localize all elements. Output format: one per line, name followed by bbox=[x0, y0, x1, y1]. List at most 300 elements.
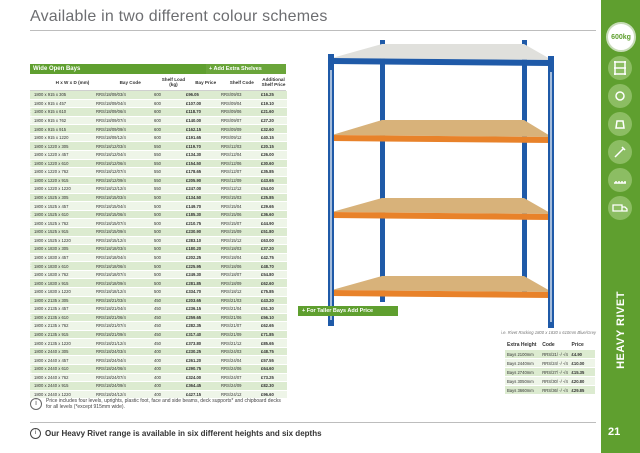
page-number: 21 bbox=[608, 426, 621, 438]
table-cell: £290.75 bbox=[186, 366, 202, 372]
table-row bbox=[30, 288, 287, 297]
table-cell: RRS/18/18/09/4 bbox=[96, 280, 126, 286]
table-cell: RRS/09/06 bbox=[221, 109, 242, 115]
table-cell: 1800 x 915 x 1220 bbox=[34, 135, 69, 141]
table-cell: RRS/18/09 bbox=[221, 280, 242, 286]
table-cell: RRS/18/21/09/4 bbox=[96, 332, 126, 338]
table-row bbox=[505, 377, 595, 386]
table-cell: RRS/21/04 bbox=[221, 306, 242, 312]
table-cell: £62.60 bbox=[261, 280, 274, 286]
table-row bbox=[30, 314, 287, 323]
table-row bbox=[30, 279, 287, 288]
table-cell: 1800 x 1525 x 457 bbox=[34, 203, 69, 209]
table-cell: 550 bbox=[154, 143, 161, 149]
group-label-text: 1800mm bbox=[27, 108, 33, 124]
table-cell: RRS/12/09 bbox=[221, 177, 242, 183]
table-cell: Bays 2100mm bbox=[507, 351, 534, 357]
table-cell: RRS/24/07 bbox=[221, 374, 242, 380]
table-cell: 400 bbox=[154, 374, 161, 380]
column-headers bbox=[30, 74, 286, 91]
table-cell: RRS/18/24/12/4 bbox=[96, 391, 126, 397]
table-row bbox=[30, 262, 287, 271]
table-cell: RRS/15/09 bbox=[221, 229, 242, 235]
table-cell: £236.15 bbox=[186, 306, 202, 312]
table-cell: £4.90 bbox=[571, 351, 583, 357]
table-cell: 1800 x 1220 x 457 bbox=[34, 152, 69, 158]
table-cell: £202.25 bbox=[186, 254, 202, 260]
table-cell: 600 bbox=[154, 92, 161, 98]
shelving-illustration bbox=[312, 40, 562, 330]
table-cell: 500 bbox=[154, 254, 161, 260]
table-cell: 1800 x 915 x 915 bbox=[34, 126, 67, 132]
column-header: Additional Shelf Price bbox=[261, 77, 286, 87]
table-cell: 1800 x 2135 x 610 bbox=[34, 314, 69, 320]
table-row bbox=[30, 117, 287, 126]
table-cell: RRS/18/21/06/4 bbox=[96, 314, 126, 320]
table-row bbox=[30, 211, 287, 220]
table-cell: 500 bbox=[154, 280, 161, 286]
table-cell: £134.50 bbox=[186, 195, 202, 201]
table-cell: Bays 2740mm bbox=[507, 369, 534, 375]
table-cell: £317.40 bbox=[186, 332, 202, 338]
table-row bbox=[30, 91, 287, 100]
table-cell: 1800 x 1830 x 457 bbox=[34, 254, 69, 260]
table-row bbox=[30, 356, 287, 365]
table-cell: £43.20 bbox=[261, 297, 274, 303]
table-cell: £27.20 bbox=[261, 117, 274, 123]
table-cell: 1800 x 1830 x 610 bbox=[34, 263, 69, 269]
table-cell: £48.70 bbox=[261, 263, 274, 269]
table-cell: 1800 x 2135 x 305 bbox=[34, 297, 69, 303]
table-cell: RRS/18/24/04/4 bbox=[96, 357, 126, 363]
price-note-text: Price includes four levels, uprights, plastic foot, face and side beams, deck supports* and chipboard decks for all levels (*except 915mm wide). bbox=[46, 398, 281, 410]
table-cell: 1800 x 915 x 762 bbox=[34, 117, 67, 123]
table-cell: 1800 x 1525 x 762 bbox=[34, 220, 69, 226]
column-header: Shelf Load (kg) bbox=[161, 77, 186, 87]
table-row bbox=[30, 297, 287, 306]
table-cell: RRS/18/09/12/4 bbox=[96, 135, 126, 141]
table-cell: 400 bbox=[154, 357, 161, 363]
table-cell: 400 bbox=[154, 383, 161, 389]
info-icon: i bbox=[30, 428, 41, 439]
table-cell: RRS/27/ -/ -/4 bbox=[542, 369, 568, 375]
table-cell: £191.65 bbox=[186, 135, 202, 141]
table-cell: RRS/18/15/04/4 bbox=[96, 203, 126, 209]
table-cell: RRS/36/ -/ -/4 bbox=[542, 387, 568, 393]
table-row bbox=[30, 245, 287, 254]
table-cell: £427.15 bbox=[186, 391, 202, 397]
table-cell: £249.30 bbox=[186, 272, 202, 278]
table-cell: RRS/24/03 bbox=[221, 349, 242, 355]
table-cell: RRS/18/18/03/4 bbox=[96, 246, 126, 252]
table-cell: 550 bbox=[154, 152, 161, 158]
table-cell: £29.65 bbox=[261, 203, 274, 209]
table-cell: RRS/15/06 bbox=[221, 212, 242, 218]
table-cell: RRS/18/09/04/4 bbox=[96, 100, 126, 106]
table-cell: £205.90 bbox=[186, 177, 202, 183]
table-cell: 1800 x 2440 x 915 bbox=[34, 383, 69, 389]
table-cell: RRS/21/03 bbox=[221, 297, 242, 303]
table-cell: 550 bbox=[154, 186, 161, 192]
weight-icon bbox=[608, 112, 632, 136]
side-title: HEAVY RIVET bbox=[614, 291, 627, 369]
table-cell: 1800 x 2440 x 762 bbox=[34, 374, 69, 380]
info-icon: i bbox=[30, 398, 42, 410]
table-cell: 550 bbox=[154, 177, 161, 183]
column-header: H x W x D (mm) bbox=[55, 79, 90, 85]
table-cell: £281.85 bbox=[186, 280, 202, 286]
table-cell: 450 bbox=[154, 323, 161, 329]
table-cell: 1800 x 2135 x 1220 bbox=[34, 340, 71, 346]
table-cell: £20.15 bbox=[261, 143, 274, 149]
table-cell: £30.60 bbox=[261, 160, 274, 166]
table-cell: £62.65 bbox=[261, 323, 274, 329]
table-cell: RRS/15/03 bbox=[221, 195, 242, 201]
table-cell: £134.30 bbox=[186, 152, 202, 158]
table-row bbox=[30, 100, 287, 109]
table-cell: RRS/18/24/07/4 bbox=[96, 374, 126, 380]
bays-table bbox=[27, 64, 286, 399]
table-cell: £225.95 bbox=[186, 263, 202, 269]
table-cell: 1800 x 2135 x 457 bbox=[34, 306, 69, 312]
row-group bbox=[27, 142, 286, 193]
table-row bbox=[30, 151, 287, 160]
table-row bbox=[30, 125, 287, 134]
table-row bbox=[505, 350, 595, 359]
column-header: Shelf Code bbox=[229, 79, 254, 85]
table-cell: 1800 x 2440 x 1220 bbox=[34, 391, 71, 397]
table-cell: RRS/18/15/12/4 bbox=[96, 237, 126, 243]
table-cell: RRS/21/ -/ -/4 bbox=[542, 351, 568, 357]
table-cell: RRS/18/03 bbox=[221, 246, 242, 252]
table-cell: RRS/18/21/03/4 bbox=[96, 297, 126, 303]
divider bbox=[30, 30, 596, 31]
table-cell: £247.00 bbox=[186, 186, 202, 192]
table-cell: RRS/18/18/04/4 bbox=[96, 254, 126, 260]
table-cell: RRS/24/ -/ -/4 bbox=[542, 360, 568, 366]
table-cell: 1800 x 1525 x 305 bbox=[34, 195, 69, 201]
table-cell: 1800 x 2135 x 915 bbox=[34, 332, 69, 338]
table-cell: £334.70 bbox=[186, 289, 202, 295]
table-cell: 500 bbox=[154, 212, 161, 218]
table-body bbox=[27, 91, 286, 399]
table-cell: RRS/18/12/09/4 bbox=[96, 177, 126, 183]
table-cell: £140.00 bbox=[186, 117, 202, 123]
table-row bbox=[505, 386, 595, 395]
table-cell: £32.60 bbox=[261, 126, 274, 132]
table-cell: RRS/30/ -/ -/4 bbox=[542, 378, 568, 384]
table-cell: RRS/21/06 bbox=[221, 314, 242, 320]
table-cell: 600 bbox=[154, 109, 161, 115]
table-cell: RRS/18/04 bbox=[221, 254, 242, 260]
table-cell: £162.15 bbox=[186, 126, 202, 132]
table-cell: 550 bbox=[154, 160, 161, 166]
group-label-text: 1800mm bbox=[27, 365, 33, 381]
table-cell: £324.00 bbox=[186, 374, 202, 380]
taller-body bbox=[505, 350, 595, 395]
table-cell: 400 bbox=[154, 366, 161, 372]
table-cell: £364.45 bbox=[186, 383, 202, 389]
table-cell: RRS/18/07 bbox=[221, 272, 242, 278]
table-cell: RRS/18/09/06/4 bbox=[96, 109, 126, 115]
table-cell: £10.00 bbox=[571, 360, 585, 366]
table-cell: £54.80 bbox=[261, 272, 274, 278]
table-cell: 1800 x 1220 x 1220 bbox=[34, 186, 71, 192]
table-cell: £185.30 bbox=[186, 212, 202, 218]
table-cell: RRS/18/15/07/4 bbox=[96, 220, 126, 226]
shelf-levels bbox=[332, 44, 552, 298]
table-cell: Bays 2440mm bbox=[507, 360, 534, 366]
table-cell: RRS/18/09/03/4 bbox=[96, 92, 126, 98]
table-cell: 1800 x 915 x 305 bbox=[34, 92, 67, 98]
table-header: Wide Open Bays bbox=[30, 64, 286, 74]
table-cell: 600 bbox=[154, 117, 161, 123]
table-cell: 500 bbox=[154, 237, 161, 243]
table-cell: RRS/15/07 bbox=[221, 220, 242, 226]
column-header: Extra Height bbox=[507, 342, 537, 348]
table-cell: £71.85 bbox=[261, 332, 274, 338]
price-note bbox=[30, 398, 286, 410]
table-cell: £43.65 bbox=[261, 177, 274, 183]
table-row bbox=[30, 348, 287, 357]
table-cell: £230.90 bbox=[186, 229, 202, 235]
table-cell: 1800 x 1525 x 610 bbox=[34, 212, 69, 218]
table-row bbox=[30, 237, 287, 246]
table-cell: 1800 x 1830 x 762 bbox=[34, 272, 69, 278]
table-cell: RRS/12/06 bbox=[221, 160, 242, 166]
table-cell: 500 bbox=[154, 203, 161, 209]
extra-shelves-header: + Add Extra Shelves bbox=[206, 64, 286, 74]
table-cell: 1800 x 1220 x 305 bbox=[34, 143, 69, 149]
footer-text: Our Heavy Rivet range is available in six different heights and six depths bbox=[45, 429, 322, 438]
table-cell: 1800 x 1525 x 1220 bbox=[34, 237, 71, 243]
table-cell: £210.75 bbox=[186, 220, 202, 226]
table-cell: RRS/18/09/07/4 bbox=[96, 117, 126, 123]
table-cell: £63.00 bbox=[261, 237, 274, 243]
table-cell: 500 bbox=[154, 263, 161, 269]
table-cell: RRS/15/12 bbox=[221, 237, 242, 243]
table-cell: 1800 x 1525 x 915 bbox=[34, 229, 69, 235]
table-cell: RRS/18/18/07/4 bbox=[96, 272, 126, 278]
table-row bbox=[30, 322, 287, 331]
table-cell: £82.30 bbox=[261, 383, 274, 389]
table-cell: £283.10 bbox=[186, 237, 202, 243]
table-cell: RRS/21/09 bbox=[221, 332, 242, 338]
table-cell: £64.60 bbox=[261, 366, 274, 372]
table-cell: 1800 x 1830 x 305 bbox=[34, 246, 69, 252]
table-cell: £19.10 bbox=[261, 100, 274, 106]
table-cell: RRS/18/18/12/4 bbox=[96, 289, 126, 295]
table-cell: RRS/24/06 bbox=[221, 366, 242, 372]
table-cell: 1800 x 1220 x 762 bbox=[34, 169, 69, 175]
table-cell: RRS/18/12/06/4 bbox=[96, 160, 126, 166]
table-cell: RRS/12/04 bbox=[221, 152, 242, 158]
table-row bbox=[30, 177, 287, 186]
footer bbox=[30, 428, 322, 439]
table-cell: £96.60 bbox=[261, 391, 274, 397]
table-cell: RRS/18/18/06/4 bbox=[96, 263, 126, 269]
table-cell: £75.85 bbox=[261, 289, 274, 295]
illustration-caption: i.e. Rivet Racking 1800 x 1830 x 610mm Blue/Grey bbox=[501, 330, 596, 335]
table-cell: 1800 x 1830 x 1220 bbox=[34, 289, 71, 295]
table-cell: £25.85 bbox=[261, 195, 274, 201]
table-cell: RRS/18/24/09/4 bbox=[96, 383, 126, 389]
table-cell: £119.70 bbox=[186, 143, 201, 149]
table-cell: 400 bbox=[154, 349, 161, 355]
table-cell: £16.25 bbox=[261, 92, 274, 98]
table-cell: RRS/18/09/09/4 bbox=[96, 126, 126, 132]
table-row bbox=[30, 194, 287, 203]
column-header: Bay Code bbox=[119, 79, 141, 85]
table-cell: 1800 x 2135 x 762 bbox=[34, 323, 69, 329]
table-cell: £107.00 bbox=[186, 100, 202, 106]
table-cell: 600 bbox=[154, 126, 161, 132]
table-cell: RRS/24/04 bbox=[221, 357, 242, 363]
table-cell: 450 bbox=[154, 332, 161, 338]
group-label-text: 1800mm bbox=[27, 313, 33, 330]
table-cell: £20.80 bbox=[571, 378, 585, 384]
table-cell: RRS/09/04 bbox=[221, 100, 242, 106]
column-header: Price bbox=[571, 342, 584, 348]
table-cell: 1800 x 2440 x 457 bbox=[34, 357, 69, 363]
table-cell: RRS/18/12 bbox=[221, 289, 242, 295]
table-cell: RRS/21/07 bbox=[221, 323, 242, 329]
table-cell: £85.65 bbox=[261, 340, 274, 346]
table-cell: RRS/18/15/06/4 bbox=[96, 212, 126, 218]
tool-icon bbox=[608, 140, 632, 164]
table-cell: £373.80 bbox=[186, 340, 202, 346]
row-group bbox=[27, 91, 286, 142]
table-row bbox=[30, 254, 287, 263]
table-cell: £149.70 bbox=[186, 203, 202, 209]
table-cell: RRS/18/12/04/4 bbox=[96, 152, 126, 158]
upright bbox=[522, 40, 527, 292]
table-cell: 1800 x 915 x 457 bbox=[34, 100, 67, 106]
table-cell: £57.55 bbox=[261, 357, 274, 363]
table-cell: 500 bbox=[154, 229, 161, 235]
table-cell: Bays 3050mm bbox=[507, 378, 534, 384]
table-cell: £26.00 bbox=[261, 152, 274, 158]
table-cell: £44.90 bbox=[261, 220, 274, 226]
table-cell: 500 bbox=[154, 289, 161, 295]
load-badge: 600kg bbox=[606, 22, 636, 52]
table-cell: RRS/12/03 bbox=[221, 143, 242, 149]
row-group bbox=[27, 245, 286, 296]
table-cell: £21.60 bbox=[261, 109, 274, 115]
upright bbox=[380, 40, 385, 302]
table-cell: 1800 x 1830 x 915 bbox=[34, 280, 69, 286]
table-cell: £48.75 bbox=[261, 349, 274, 355]
table-row bbox=[30, 160, 287, 169]
table-cell: £203.65 bbox=[186, 297, 202, 303]
table-cell: 500 bbox=[154, 246, 161, 252]
table-row bbox=[30, 305, 287, 314]
table-row bbox=[30, 202, 287, 211]
table-cell: 450 bbox=[154, 297, 161, 303]
group-label-text: 1800mm bbox=[27, 159, 33, 176]
table-row bbox=[30, 374, 287, 383]
table-row bbox=[30, 271, 287, 280]
table-cell: £154.50 bbox=[186, 160, 202, 166]
table-cell: RRS/09/07 bbox=[221, 117, 242, 123]
table-cell: £42.75 bbox=[261, 254, 274, 260]
page-title: Available in two different colour schemes bbox=[30, 8, 328, 25]
table-cell: £178.65 bbox=[186, 169, 202, 175]
table-row bbox=[30, 168, 287, 177]
table-cell: RRS/18/12/12/4 bbox=[96, 186, 126, 192]
table-cell: RRS/18/12/03/4 bbox=[96, 143, 126, 149]
table-row bbox=[30, 219, 287, 228]
table-cell: RRS/24/09 bbox=[221, 383, 242, 389]
table-cell: RRS/18/21/07/4 bbox=[96, 323, 126, 329]
table-cell: Bays 3660mm bbox=[507, 387, 534, 393]
table-cell: RRS/24/12 bbox=[221, 391, 242, 397]
table-cell: £56.10 bbox=[261, 314, 274, 320]
table-cell: 450 bbox=[154, 340, 161, 346]
table-cell: £282.35 bbox=[186, 323, 202, 329]
table-cell: £230.25 bbox=[186, 349, 202, 355]
table-cell: RRS/09/12 bbox=[221, 135, 242, 141]
table-cell: £180.20 bbox=[186, 246, 202, 252]
table-row bbox=[505, 368, 595, 377]
ruler-icon bbox=[608, 168, 632, 192]
divider bbox=[30, 422, 596, 423]
table-cell: £73.25 bbox=[261, 374, 274, 380]
table-cell: 500 bbox=[154, 272, 161, 278]
table-cell: 550 bbox=[154, 169, 161, 175]
table-cell: £51.30 bbox=[261, 306, 274, 312]
taller-bays-header: + For Taller Bays Add Price bbox=[298, 306, 398, 316]
table-cell: 500 bbox=[154, 220, 161, 226]
table-cell: 1800 x 915 x 610 bbox=[34, 109, 67, 115]
taller-bays-table bbox=[505, 340, 595, 395]
column-header: Bay Price bbox=[195, 79, 217, 85]
table-row bbox=[30, 382, 287, 391]
table-cell: RRS/12/07 bbox=[221, 169, 242, 175]
row-group bbox=[27, 297, 286, 348]
table-cell: 450 bbox=[154, 314, 161, 320]
table-cell: £15.35 bbox=[571, 369, 585, 375]
table-cell: 1800 x 2440 x 610 bbox=[34, 366, 69, 372]
table-cell: £96.05 bbox=[186, 92, 199, 98]
table-cell: £259.65 bbox=[186, 314, 202, 320]
table-cell: 450 bbox=[154, 306, 161, 312]
table-cell: RRS/18/21/12/4 bbox=[96, 340, 126, 346]
table-cell: RRS/18/24/03/4 bbox=[96, 349, 126, 355]
table-cell: £40.15 bbox=[261, 135, 274, 141]
table-cell: RRS/18/15/09/4 bbox=[96, 229, 126, 235]
table-cell: 1800 x 2440 x 305 bbox=[34, 349, 69, 355]
table-cell: £35.85 bbox=[261, 169, 274, 175]
table-cell: RRS/12/12 bbox=[221, 186, 242, 192]
table-cell: £51.80 bbox=[261, 229, 274, 235]
table-cell: RRS/18/12/07/4 bbox=[96, 169, 126, 175]
table-cell: 1800 x 1220 x 610 bbox=[34, 160, 69, 166]
table-cell: RRS/18/21/04/4 bbox=[96, 306, 126, 312]
group-label-text: 1800mm bbox=[27, 262, 33, 279]
table-cell: RRS/15/04 bbox=[221, 203, 242, 209]
taller-column-headers bbox=[505, 340, 595, 350]
shelf-icon bbox=[608, 56, 632, 80]
table-cell: 1800 x 1220 x 915 bbox=[34, 177, 69, 183]
table-cell: 400 bbox=[154, 391, 161, 397]
table-cell: RRS/18/24/06/4 bbox=[96, 366, 126, 372]
table-row bbox=[30, 185, 287, 194]
truck-icon bbox=[608, 196, 632, 220]
group-label-text: 1800mm bbox=[27, 211, 33, 227]
table-cell: RRS/09/09 bbox=[221, 126, 242, 132]
table-cell: £118.70 bbox=[186, 109, 201, 115]
